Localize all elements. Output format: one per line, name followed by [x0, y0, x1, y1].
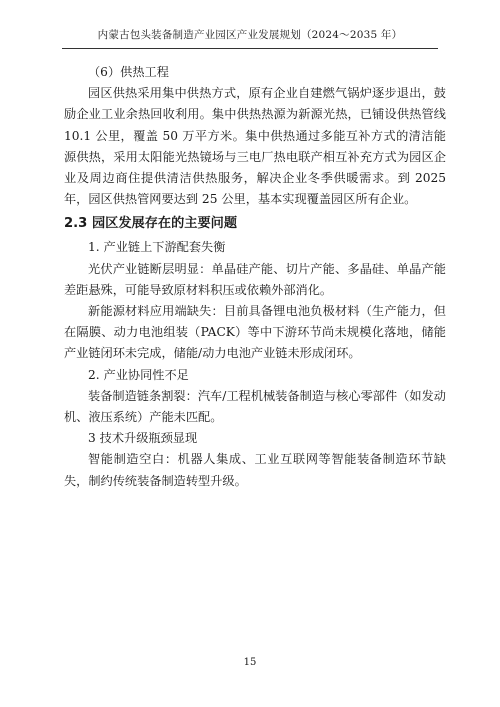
issue-3-paragraph-1: 智能制造空白：机器人集成、工业互联网等智能装备制造环节缺失，制约传统装备制造转型升级。 — [64, 452, 446, 488]
heating-subheading: （6）供热工程 — [88, 65, 169, 79]
page-body — [64, 62, 446, 492]
issue-2-paragraph-1: 装备制造链条割裂：汽车/工程机械装备制造与核心零部件（如发动机、液压系统）产能未匹配。 — [64, 388, 446, 425]
issue-1-paragraph-2: 新能源材料应用端缺失：目前具备锂电池负极材料（生产能力，但在隔膜、动力电池组装（PACK）等中下游环节尚未规模化落地，储能产业链闭环未完成，储能/动力电池产业链未形成闭环。 — [64, 304, 446, 361]
running-header: 内蒙古包头装备制造产业园区产业发展规划（2024～2035 年） — [97, 29, 403, 41]
issue-heading-2: 2. 产业协同性不足 — [88, 367, 189, 382]
issue-heading-1: 1. 产业链上下游配套失衡 — [88, 240, 226, 255]
section-heading: 2.3 园区发展存在的主要问题 — [64, 216, 238, 232]
heating-paragraph: 园区供热采用集中供热方式，原有企业自建燃气锅炉逐步退出，鼓励企业工业余热回收利用。集中供热热源为新源光热，已铺设供热管线 10.1 公里，覆盖 50 万平方米。集中供热通过多能互补方式的清洁能源供热，采用太阳能光热镜场与三电厂热电联产相互补充方式为园区企业及周边商住提供清洁供热服务，解决企业冬季供暖需求。到 2025 年，园区供热管网要达到 25 公里，基本实现覆盖园区所有企业。 — [64, 86, 446, 207]
issue-heading-3: 3 技术升级瓶颈显现 — [88, 431, 198, 446]
page-number: 15 — [243, 657, 257, 668]
issue-1-paragraph-1: 光伏产业链断层明显：单晶硅产能、切片产能、多晶硅、单晶产能差距悬殊，可能导致原材料积压或依赖外部消化。 — [64, 261, 446, 297]
header-divider — [62, 48, 438, 49]
